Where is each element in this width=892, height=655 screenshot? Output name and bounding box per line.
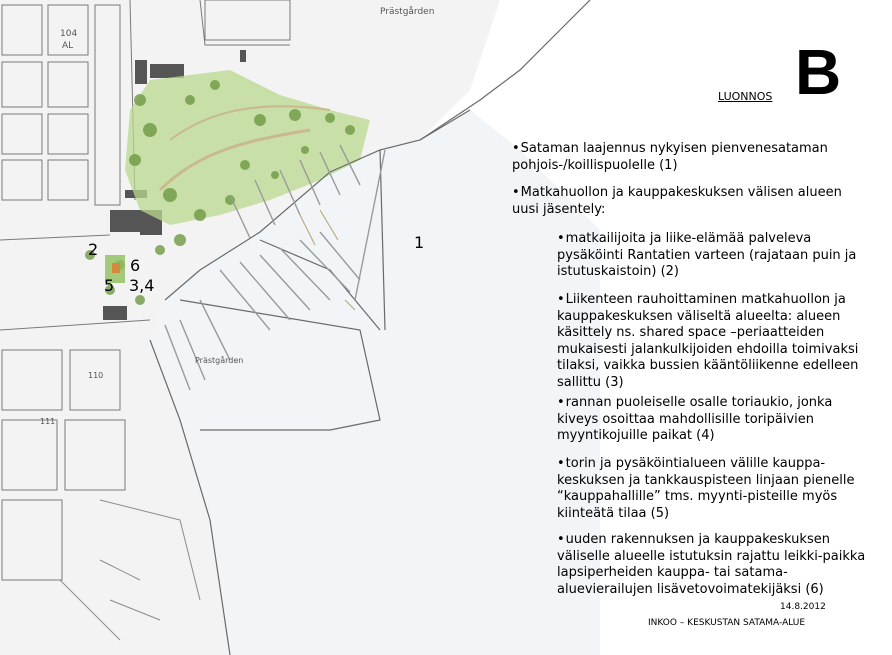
note-text: Liikenteen rauhoittaminen matkahuollon ja kauppakeskuksen väliseltä alueelta: alueen käsittely ns. shared space –periaatteiden mukaisesti jalankulkijoiden ehdoilla toimivaksi tilaksi, vaikka bussien kääntöliikenne edelleen sallittu (3) [557, 292, 859, 390]
note-text: Matkahuollon ja kauppakeskuksen välisen alueen uusi jäsentely: [512, 185, 842, 217]
note-text: rannan puoleiselle osalle toriaukio, jonka kiveys osoittaa mahdollisille toripäivien myyntikojuille paikat (4) [557, 395, 833, 443]
note-3 [557, 231, 875, 281]
area-marker-2: 2 [88, 240, 99, 259]
block-number: 111 [40, 417, 56, 426]
note-1 [512, 141, 857, 174]
area-marker-6: 6 [130, 256, 141, 275]
bullet-dot: • [557, 532, 565, 547]
note-4 [557, 292, 875, 391]
note-text: Sataman laajennus nykyisen pienvenesataman pohjois-/koillispuolelle (1) [512, 141, 828, 173]
note-text: torin ja pysäköintialueen välille kauppa-keskuksen ja tankkauspisteen linjaan pienelle “kauppahallille” tms. myynti-pisteille myös kiinteätä tilaa (5) [557, 456, 855, 521]
footer-caption: INKOO – KESKUSTAN SATAMA-ALUE [648, 618, 806, 628]
bullet-dot: • [557, 456, 565, 471]
bullet-dot: • [512, 141, 520, 156]
note-5 [557, 395, 875, 445]
area-marker-5: 5 [104, 276, 115, 295]
note-text: uuden rakennuksen ja kauppakeskuksen väliselle alueelle istutuksin rajattu leikki-paikka lapsiperheiden kauppa- tai satama-aluevierailujen lisävetovoimatekijäksi (6) [557, 532, 866, 597]
bullet-dot: • [557, 231, 565, 246]
block-number: 104 [60, 29, 78, 39]
note-2 [512, 185, 872, 218]
street-label-mid: Prästgården [195, 356, 244, 365]
draft-label: LUONNOS [718, 90, 773, 103]
note-6 [557, 456, 875, 522]
note-text: matkailijoita ja liike-elämää palveleva pysäköinti Rantatien varteen (rajataan puin ja istutuskaistoin) (2) [557, 231, 857, 279]
area-marker-1: 1 [414, 233, 425, 252]
bullet-dot: • [557, 292, 565, 307]
version-letter: B [795, 36, 842, 108]
block-number: AL [62, 41, 74, 51]
note-7 [557, 532, 875, 598]
area-marker-3-4: 3,4 [129, 276, 155, 295]
bullet-dot: • [557, 395, 565, 410]
block-number: 110 [88, 371, 104, 380]
street-label-top: Prästgården [380, 7, 435, 17]
bullet-dot: • [512, 185, 520, 200]
footer-date: 14.8.2012 [780, 602, 826, 612]
